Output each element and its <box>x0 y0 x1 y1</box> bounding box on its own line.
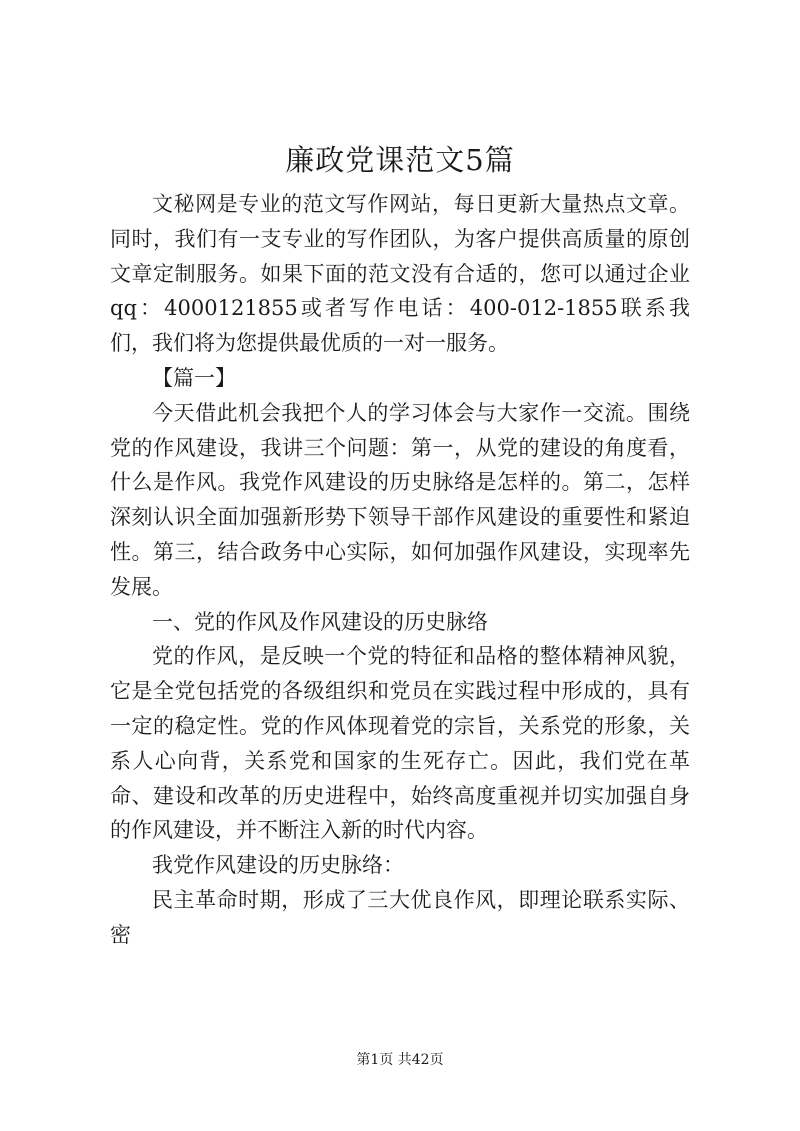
history-intro-line: 我党作风建设的历史脉络： <box>152 853 404 878</box>
party-style-paragraph: 党的作风，是反映一个党的特征和品格的整体精神风貌，它是全党包括党的各级组织和党员在实践过程中形成的，具有一定的稳定性。党的作风体现着党的宗旨，关系党的形象，关系人心向背，关系党和国家的生死存亡。因此，我们党在革命、建设和改革的历史进程中，始终高度重视并切实加强自身的作风建设，并不断注入新的时代内容。 <box>110 644 690 843</box>
document-body <box>110 187 690 953</box>
section-heading-part-one: 【篇一】 <box>152 365 236 390</box>
page-number-footer: 第1页 共42页 <box>356 1052 444 1068</box>
intro-paragraph: 文秘网是专业的范文写作网站，每日更新大量热点文章。同时，我们有一支专业的写作团队，为客户提供高质量的原创文章定制服务。如果下面的范文没有合适的，您可以通过企业qq：4000121855或者写作电话：400-012-1855联系我们，我们将为您提供最优质的一对一服务。 <box>110 192 690 356</box>
section-heading-history: 一、党的作风及作风建设的历史脉络 <box>152 609 488 634</box>
opening-paragraph: 今天借此机会我把个人的学习体会与大家作一交流。围绕党的作风建设，我讲三个问题：第一，从党的建设的角度看，什么是作风。我党作风建设的历史脉络是怎样的。第二，怎样深刻认识全面加强新形势下领导干部作风建设的重要性和紧迫性。第三，结合政务中心实际，如何加强作风建设，实现率先发展。 <box>110 400 690 599</box>
document-title: 廉政党课范文5篇 <box>285 143 515 177</box>
revolution-period-paragraph: 民主革命时期，形成了三大优良作风，即理论联系实际、密 <box>110 887 690 947</box>
